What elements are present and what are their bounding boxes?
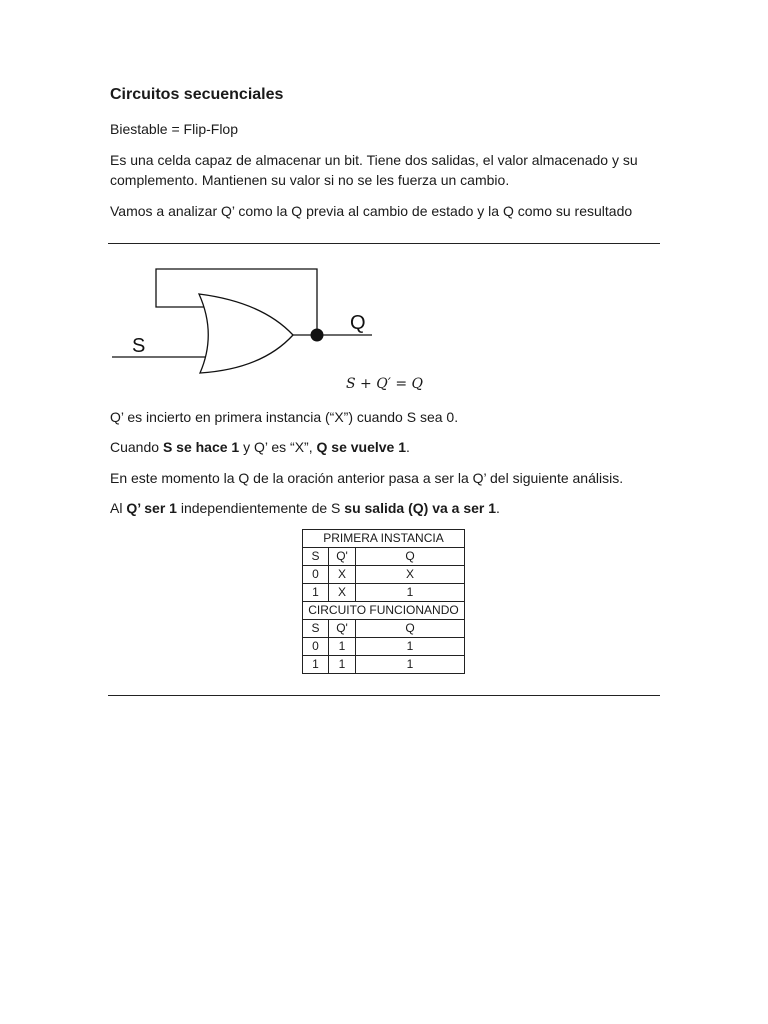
table-row: [303, 638, 465, 656]
page-title: Circuitos secuenciales: [110, 86, 284, 103]
or-gate-feedback-diagram: [112, 262, 392, 377]
divider-bottom: [108, 695, 660, 696]
table-row: [303, 566, 465, 584]
table-cell: 1: [303, 584, 329, 602]
text-segment: independientemente de S: [176, 500, 345, 516]
or-gate-symbol: [199, 294, 293, 373]
bold-segment: Q se vuelve 1: [316, 439, 407, 455]
truth-table: [302, 529, 465, 674]
header-q: Q: [356, 620, 465, 638]
formula: S + Q′ = Q: [346, 376, 423, 392]
table-section-row: [303, 602, 465, 620]
table-cell: 1: [356, 584, 465, 602]
table-header-row: [303, 548, 465, 566]
header-q-prev: Q': [329, 548, 356, 566]
text-segment: y Q’ es “X”,: [239, 439, 317, 455]
paragraph-analysis: Vamos a analizar Q’ como la Q previa al cambio de estado y la Q como su resultado: [110, 203, 633, 219]
table-cell: 1: [303, 656, 329, 674]
header-q-prev: Q': [329, 620, 356, 638]
header-s: S: [303, 620, 329, 638]
table-cell: 1: [356, 656, 465, 674]
table-header-row: [303, 620, 465, 638]
table-row: [303, 584, 465, 602]
table-cell: X: [356, 566, 465, 584]
divider-top: [108, 243, 660, 244]
bold-segment: S se hace 1: [162, 439, 240, 455]
table-cell: X: [329, 566, 356, 584]
input-label-s: S: [132, 335, 146, 357]
junction-dot: [311, 329, 324, 342]
paragraph-next-analysis: En este momento la Q de la oración anterior pasa a ser la Q’ del siguiente análisis.: [110, 470, 624, 486]
section-header-primera-instancia: PRIMERA INSTANCIA: [303, 530, 465, 548]
table-cell: 1: [329, 638, 356, 656]
text-segment: Cuando: [110, 439, 163, 455]
table-cell: 0: [303, 638, 329, 656]
table-cell: 1: [329, 656, 356, 674]
output-label-q: Q: [350, 312, 366, 334]
paragraph-uncertain: Q’ es incierto en primera instancia (“X”) cuando S sea 0.: [110, 409, 459, 425]
bold-segment: su salida (Q) va a ser 1: [344, 500, 497, 516]
table-cell: X: [329, 584, 356, 602]
table-row: [303, 656, 465, 674]
paragraph-conclusion: [110, 498, 660, 518]
table-section-row: [303, 530, 465, 548]
table-cell: 1: [356, 638, 465, 656]
text-segment: Al: [110, 500, 127, 516]
text-segment: .: [496, 500, 500, 516]
header-q: Q: [356, 548, 465, 566]
section-header-circuito-funcionando: CIRCUITO FUNCIONANDO: [303, 602, 465, 620]
header-s: S: [303, 548, 329, 566]
text-segment: .: [406, 439, 410, 455]
paragraph-description: Es una celda capaz de almacenar un bit. Tiene dos salidas, el valor almacenado y su complemento. Mantienen su valor si no se les fuerza un cambio.: [110, 152, 638, 188]
table-cell: 0: [303, 566, 329, 584]
bold-segment: Q’ ser 1: [126, 500, 177, 516]
paragraph-s-becomes-1: [110, 437, 660, 457]
paragraph-biestable: Biestable = Flip-Flop: [110, 121, 239, 137]
